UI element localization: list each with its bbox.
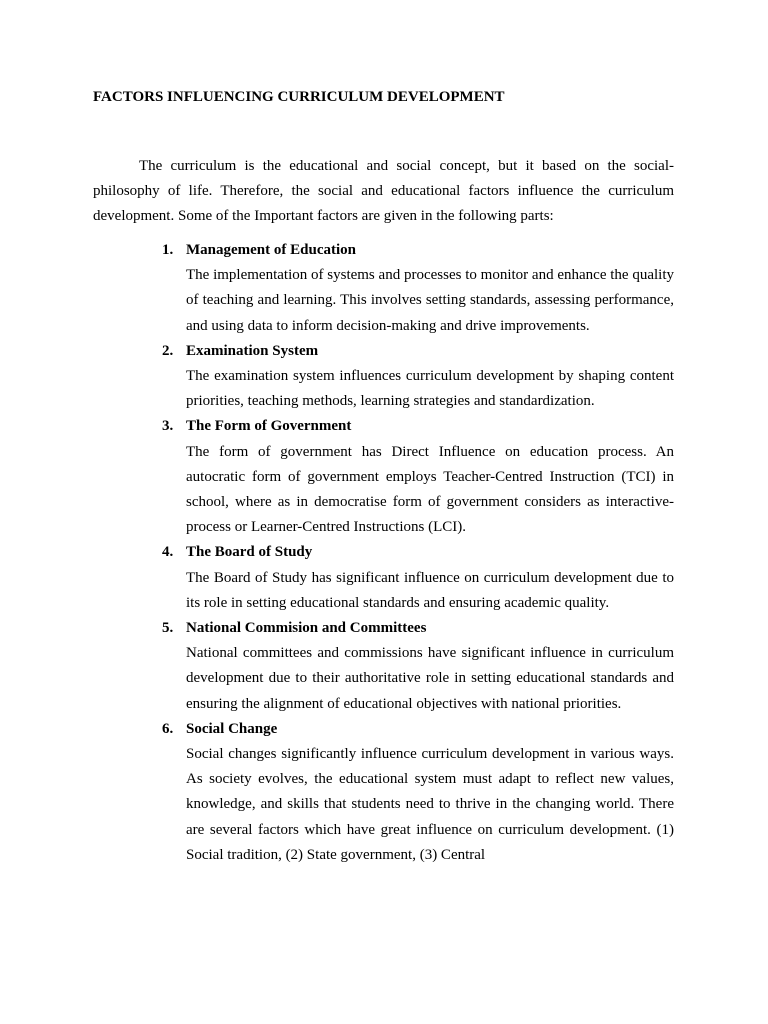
factor-number: 1.: [162, 242, 174, 258]
factor-item: [93, 414, 674, 540]
factor-body: The implementation of systems and processes to monitor and enhance the quality of teaching and learning. This involves setting standards, assessing performance, and using data to inform decision-making and drive improvements.: [186, 267, 674, 334]
factor-heading: Management of Education: [186, 242, 356, 258]
factor-number: 3.: [162, 418, 174, 435]
factor-body: The form of government has Direct Influence on education process. An autocratic form of government employs Teacher-Centred Instruction (TCI) in school, where as in democratise form of government considers as interactive-process or Learner-Centred Instructions (LCI).: [186, 443, 674, 536]
factor-item: [93, 339, 674, 415]
factor-body: National committees and commissions have significant influence in curriculum development due to their authoritative role in setting educational standards and ensuring the alignment of educational objectives with national priorities.: [186, 645, 674, 712]
factor-number: 6.: [162, 720, 174, 737]
factor-body: The examination system influences curriculum development by shaping content priorities, teaching methods, learning strategies and standardization.: [186, 368, 674, 410]
factor-body: Social changes significantly influence curriculum development in various ways. As society evolves, the educational system must adapt to reflect new values, knowledge, and skills that students need to thrive in the changing world. There are several factors which have great influence on curriculum development. (1) Social tradition, (2) State government, (3) Central: [186, 746, 674, 863]
factor-item: [93, 238, 674, 339]
factor-heading: Social Change: [186, 720, 278, 737]
factor-item: [93, 616, 674, 717]
factor-body: The Board of Study has significant influence on curriculum development due to its role in setting educational standards and ensuring academic quality.: [186, 569, 674, 611]
factor-number: 4.: [162, 544, 174, 561]
factor-heading: The Form of Government: [186, 418, 352, 435]
factor-item: [93, 540, 674, 616]
factor-heading: The Board of Study: [186, 544, 313, 561]
factor-heading: National Commision and Committees: [186, 620, 427, 637]
factor-list: [93, 238, 674, 868]
document-title: FACTORS INFLUENCING CURRICULUM DEVELOPMENT: [93, 89, 505, 105]
factor-number: 2.: [162, 342, 174, 359]
factor-heading: Examination System: [186, 342, 319, 359]
factor-number: 5.: [162, 620, 174, 637]
factor-item: [93, 717, 674, 868]
intro-paragraph: The curriculum is the educational and social concept, but it based on the social-philosophy of life. Therefore, the social and educational factors influence the curriculum development. Some of the Important factors are given in the following parts:: [93, 158, 674, 225]
